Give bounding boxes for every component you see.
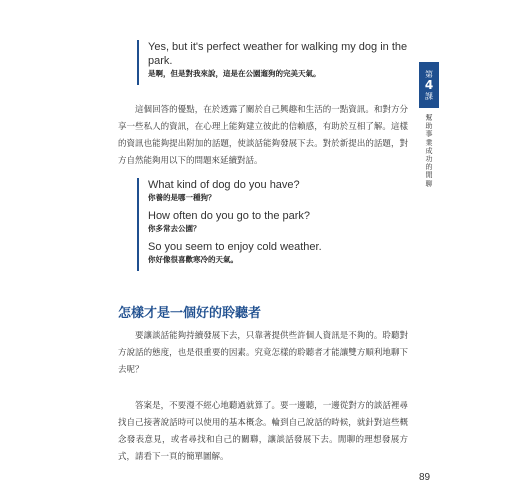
quote-chinese: 是啊，但是對我來說，這是在公園遛狗的完美天氣。 [148, 69, 321, 78]
body-paragraph-3: 答案是，不要漫不經心地聽過就算了。要一邊聽，一邊從對方的談話裡尋找自己接著說話時可以使用的基本概念。輪到自己說話的時候，就針對這些概念發表意見，或者尋找和自己的關聯，讓談話發展下去。閒聊的理想發展方式，請看下一頁的簡單圖解。 [118, 401, 408, 462]
chapter-tab [419, 62, 439, 108]
quote-chinese: 你好像很喜歡寒冷的天氣。 [148, 255, 238, 264]
quote-english: What kind of dog do you have? [148, 179, 300, 191]
side-chapter-title: 幫助事業成功的閒聊 [425, 114, 433, 188]
section-heading: 怎樣才是一個好的聆聽者 [118, 306, 262, 321]
quote-chinese: 你多常去公園？ [148, 224, 201, 233]
body-paragraph-2: 要讓談話能夠持續發展下去，只靠著提供些許個人資訊是不夠的。聆聽對方說話的態度，也是很重要的因素。究竟怎樣的聆聽者才能讓雙方順利地聊下去呢？ [118, 331, 408, 375]
quote-english: How often do you go to the park? [148, 210, 311, 222]
quote-chinese: 你養的是哪一種狗？ [148, 193, 216, 202]
quote-block-1 [137, 40, 418, 85]
quote-block-2 [137, 178, 418, 271]
chapter-prefix: 第 [425, 69, 433, 79]
page-number: 89 [419, 472, 431, 483]
chapter-suffix: 課 [425, 91, 433, 101]
body-paragraph-1: 這個回答的優點，在於透露了關於自己興趣和生活的一點資訊。和對方分享一些私人的資訊，在心理上能夠建立彼此的信賴感，有助於互相了解。這樣的資訊也能夠提出附加的話題，使談話能夠發展下去。對於新提出的話題，對方自然能夠用以下的問題來延續對話。 [118, 105, 408, 166]
quote-english: Yes, but it's perfect weather for walking my dog in the park. [148, 41, 408, 67]
chapter-number: 4 [424, 77, 434, 92]
quote-english: So you seem to enjoy cold weather. [148, 241, 322, 253]
